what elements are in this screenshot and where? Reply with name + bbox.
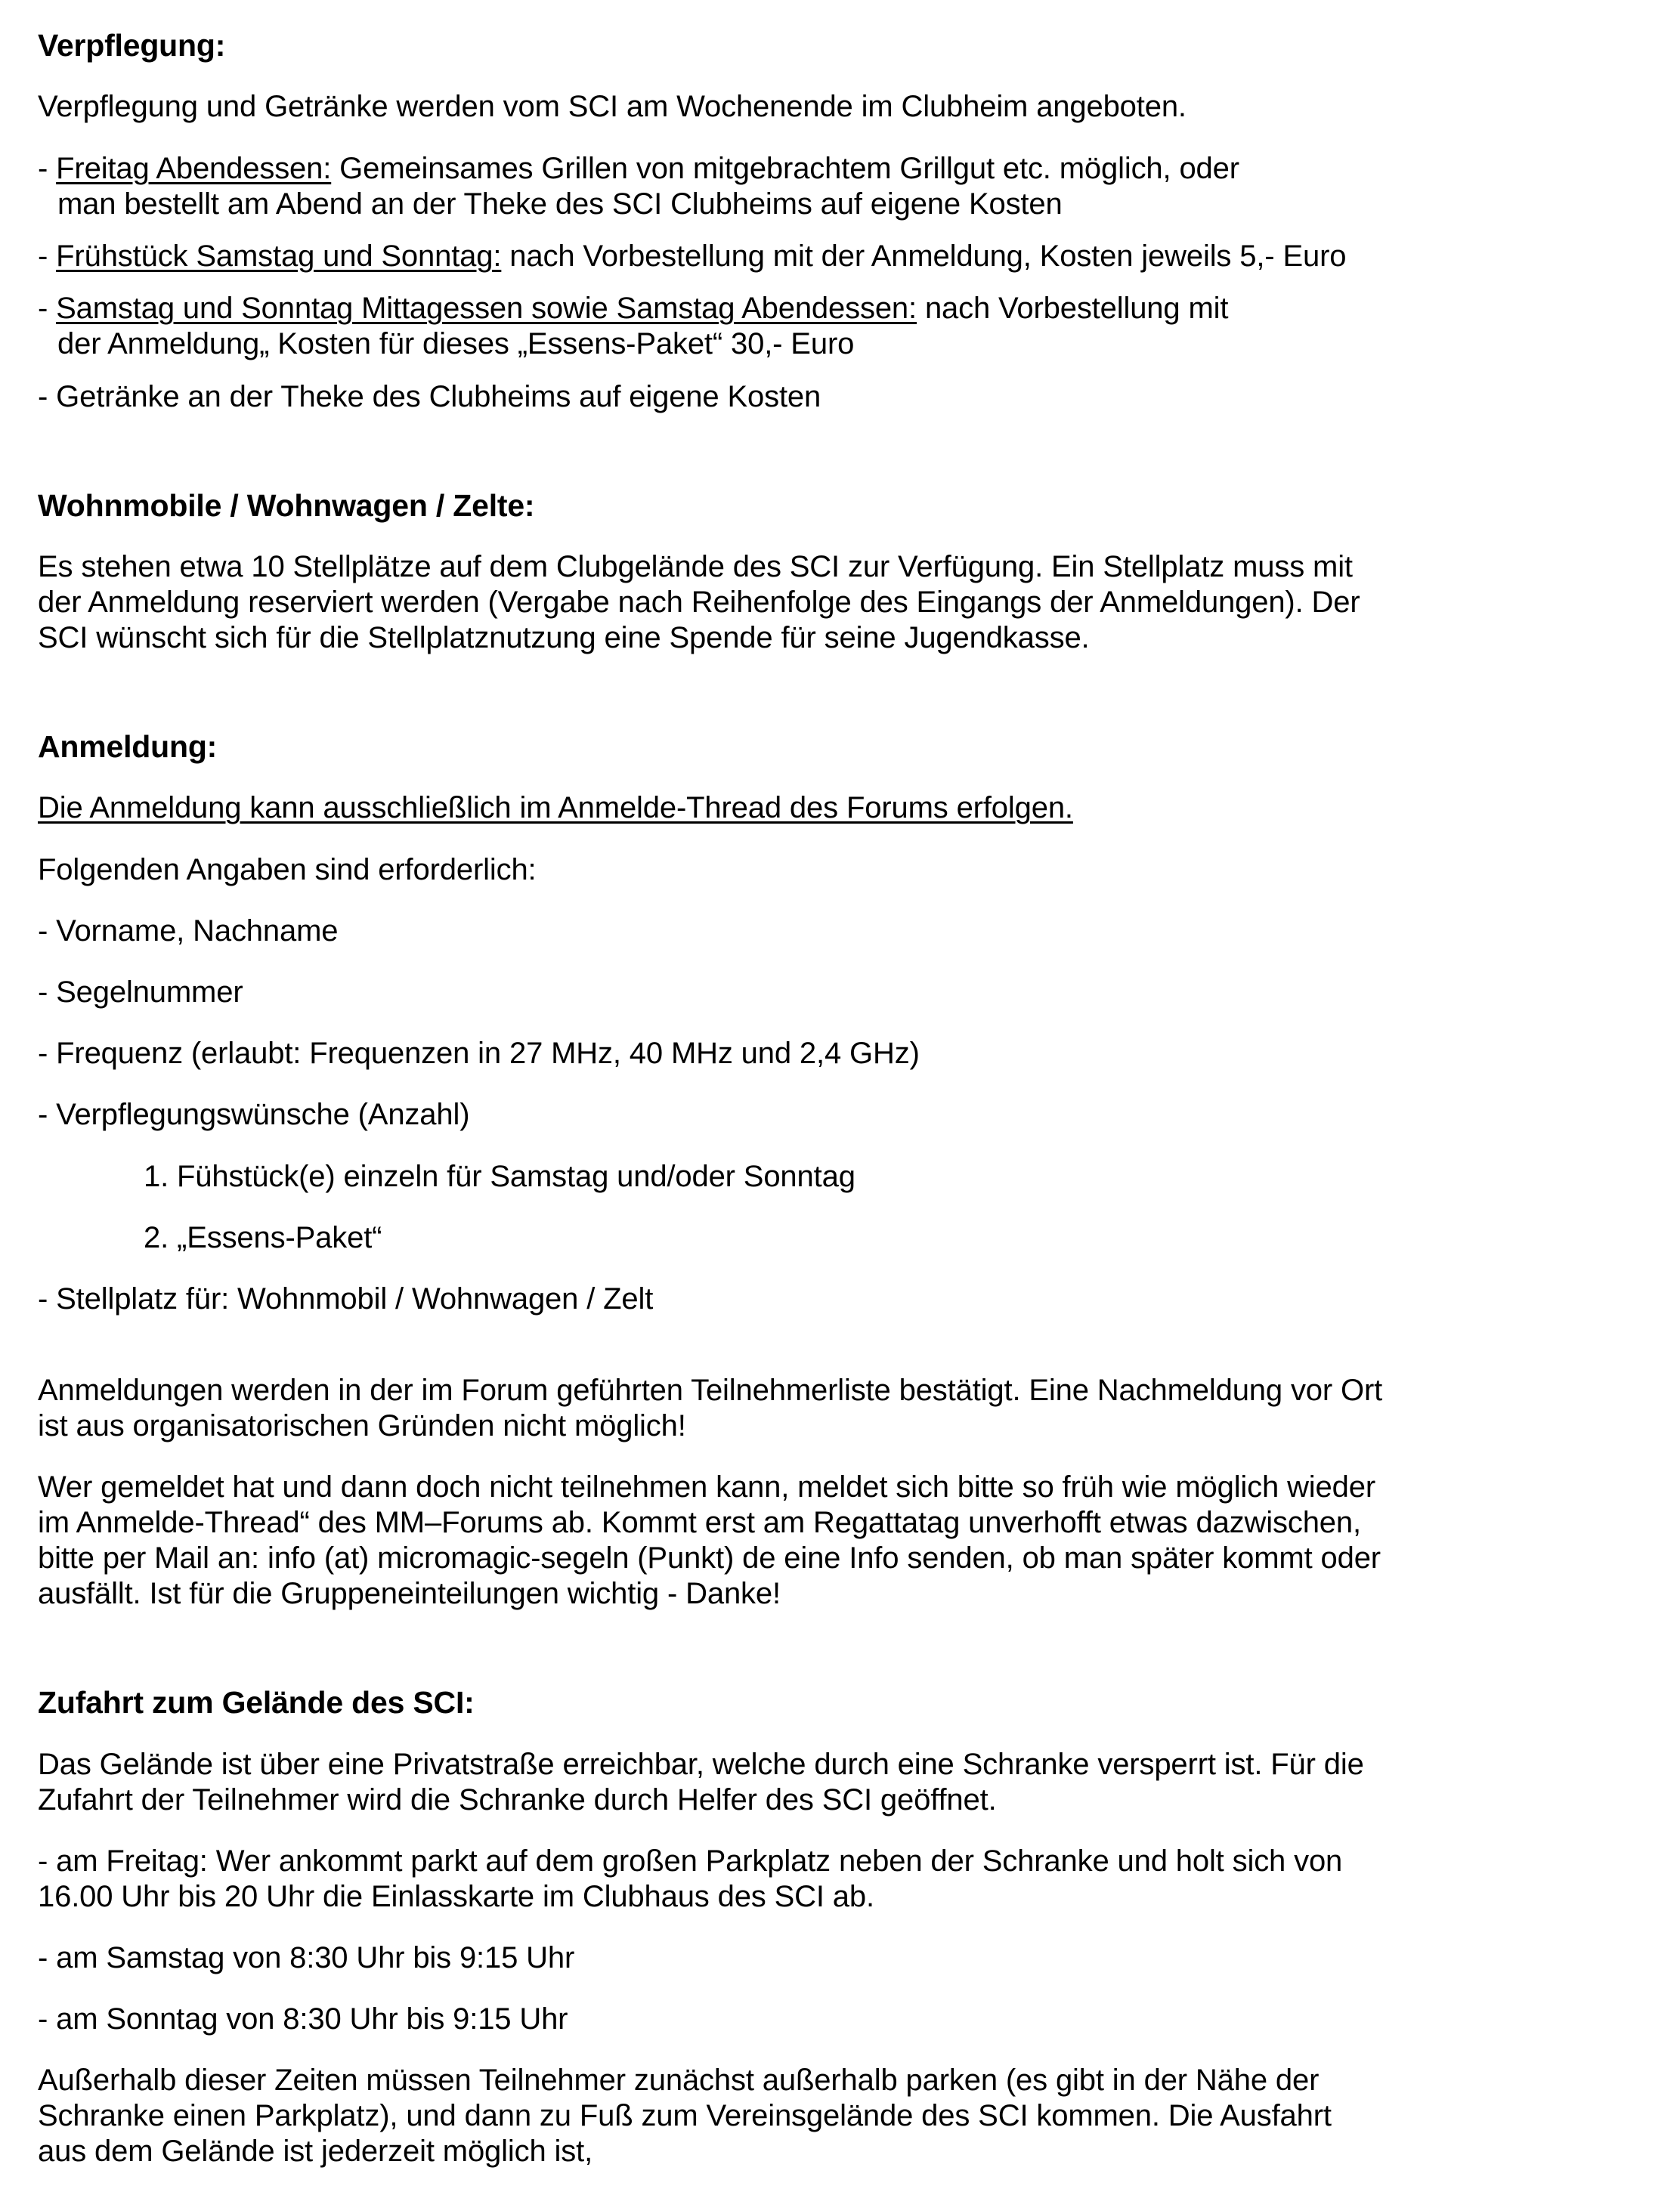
paragraph-line: Es stehen etwa 10 Stellplätze auf dem Clubgelände des SCI zur Verfügung. Ein Stellplatz muss mit <box>38 550 1353 584</box>
verpflegung-item-1-continuation: man bestellt am Abend an der Theke des SCI Clubheims auf eigene Kosten <box>57 187 1063 221</box>
paragraph-line: bitte per Mail an: info (at) micromagic-segeln (Punkt) de eine Info senden, ob man später kommt oder <box>38 1541 1381 1575</box>
list-text: Gemeinsames Grillen von mitgebrachtem Grillgut etc. möglich, oder <box>331 151 1239 185</box>
spacer <box>38 1195 1544 1220</box>
spacer <box>38 888 1544 914</box>
spacer <box>38 1010 1544 1036</box>
anmeldung-bullet: - Verpflegungswünsche (Anzahl) <box>38 1098 470 1132</box>
spacer <box>38 63 1544 89</box>
verpflegung-intro: Verpflegung und Getränke werden vom SCI am Wochenende im Clubheim angeboten. <box>38 90 1187 124</box>
spacer <box>38 1071 1544 1097</box>
spacer <box>38 1818 1544 1844</box>
spacer <box>38 363 1544 379</box>
zufahrt-paragraph-a <box>38 1747 1544 1818</box>
spacer <box>38 765 1544 790</box>
verpflegung-item-1 <box>38 151 1544 187</box>
paragraph-line: Zufahrt der Teilnehmer wird die Schranke durch Helfer des SCI geöffnet. <box>38 1783 997 1817</box>
spacer <box>38 1444 1544 1470</box>
access-line: 16.00 Uhr bis 20 Uhr die Einlasskarte im Clubhaus des SCI ab. <box>38 1879 874 1913</box>
anmeldung-numbered-item: 1. Fühstück(e) einzeln für Samstag und/oder Sonntag <box>144 1159 855 1193</box>
wohnmobile-paragraph <box>38 549 1544 656</box>
anmeldung-numbered-item: 2. „Essens-Paket“ <box>144 1220 382 1254</box>
list-term: Samstag und Sonntag Mittagessen sowie Samstag Abendessen: <box>56 292 917 326</box>
section-heading-zufahrt: Zufahrt zum Gelände des SCI: <box>38 1685 475 1721</box>
paragraph-line: Schranke einen Parkplatz), und dann zu Fuß zum Vereinsgelände des SCI kommen. Die Ausfahrt <box>38 2098 1332 2132</box>
paragraph-line: Anmeldungen werden in der im Forum geführten Teilnehmerliste bestätigt. Eine Nachmeldung vor Ort <box>38 1374 1383 1408</box>
list-text: nach Vorbestellung mit der Anmeldung, Kosten jeweils 5,- Euro <box>501 239 1347 273</box>
zufahrt-access-friday <box>38 1844 1544 1915</box>
spacer <box>38 1721 1544 1747</box>
paragraph-line: Außerhalb dieser Zeiten müssen Teilnehmer zunächst außerhalb parken (es gibt in der Nähe der <box>38 2063 1320 2097</box>
anmeldung-thread-note: Die Anmeldung kann ausschließlich im Anmelde-Thread des Forums erfolgen. <box>38 791 1073 825</box>
spacer <box>38 1976 1544 2002</box>
paragraph-line: ausfällt. Ist für die Gruppeneinteilungen wichtig - Danke! <box>38 1577 781 1611</box>
spacer <box>38 125 1544 151</box>
paragraph-line: der Anmeldung reserviert werden (Vergabe nach Reihenfolge des Eingangs der Anmeldungen). Der <box>38 586 1360 620</box>
zufahrt-access-sunday: - am Sonntag von 8:30 Uhr bis 9:15 Uhr <box>38 2002 568 2036</box>
anmeldung-bullet: - Segelnummer <box>38 976 243 1009</box>
list-term: Frühstück Samstag und Sonntag: <box>56 239 502 273</box>
zufahrt-access-saturday: - am Samstag von 8:30 Uhr bis 9:15 Uhr <box>38 1940 575 1974</box>
spacer <box>38 2037 1544 2063</box>
list-dash: - <box>38 151 48 185</box>
spacer <box>38 415 1544 487</box>
spacer <box>38 949 1544 975</box>
list-dash: - <box>38 379 48 413</box>
verpflegung-item-4 <box>38 379 1544 415</box>
spacer <box>38 1612 1544 1684</box>
section-heading-verpflegung: Verpflegung: <box>38 28 226 63</box>
paragraph-line: aus dem Gelände ist jederzeit möglich ist, <box>38 2134 593 2168</box>
spacer <box>38 1317 1544 1373</box>
paragraph-line: Das Gelände ist über eine Privatstraße erreichbar, welche durch eine Schranke versperrt ist. Für die <box>38 1747 1364 1781</box>
verpflegung-item-2 <box>38 239 1544 274</box>
paragraph-line: Wer gemeldet hat und dann doch nicht teilnehmen kann, meldet sich bitte so früh wie möglich wieder <box>38 1470 1376 1504</box>
spacer <box>38 222 1544 239</box>
list-text: nach Vorbestellung mit <box>916 292 1229 326</box>
spacer <box>38 1915 1544 1940</box>
spacer <box>38 656 1544 728</box>
verpflegung-item-3 <box>38 291 1544 326</box>
paragraph-line: im Anmelde-Thread“ des MM–Forums ab. Kommt erst am Regattatag unverhofft etwas dazwischen, <box>38 1506 1361 1540</box>
anmeldung-bullet: - Vorname, Nachname <box>38 914 339 948</box>
zufahrt-paragraph-b <box>38 2063 1544 2169</box>
anmeldung-paragraph-b <box>38 1470 1544 1612</box>
paragraph-line: SCI wünscht sich für die Stellplatznutzung eine Spende für seine Jugendkasse. <box>38 621 1090 655</box>
list-dash: - <box>38 292 48 326</box>
spacer <box>38 1256 1544 1282</box>
section-heading-wohnmobile: Wohnmobile / Wohnwagen / Zelte: <box>38 487 535 523</box>
verpflegung-item-3-continuation: der Anmeldung„ Kosten für dieses „Essens-Paket“ 30,- Euro <box>57 327 855 361</box>
list-term: Freitag Abendessen: <box>56 151 332 185</box>
spacer <box>38 1133 1544 1159</box>
anmeldung-required-intro: Folgenden Angaben sind erforderlich: <box>38 852 537 886</box>
section-heading-anmeldung: Anmeldung: <box>38 729 218 765</box>
spacer <box>38 827 1544 852</box>
spacer <box>38 274 1544 291</box>
paragraph-line: ist aus organisatorischen Gründen nicht möglich! <box>38 1409 686 1443</box>
anmeldung-paragraph-a <box>38 1373 1544 1444</box>
spacer <box>38 524 1544 549</box>
list-text: Getränke an der Theke des Clubheims auf eigene Kosten <box>56 379 821 413</box>
anmeldung-bullet: - Frequenz (erlaubt: Frequenzen in 27 MHz, 40 MHz und 2,4 GHz) <box>38 1037 920 1071</box>
anmeldung-bullet: - Stellplatz für: Wohnmobil / Wohnwagen / Zelt <box>38 1282 654 1316</box>
list-dash: - <box>38 239 48 273</box>
access-line: - am Freitag: Wer ankommt parkt auf dem großen Parkplatz neben der Schranke und holt sich von <box>38 1844 1343 1878</box>
